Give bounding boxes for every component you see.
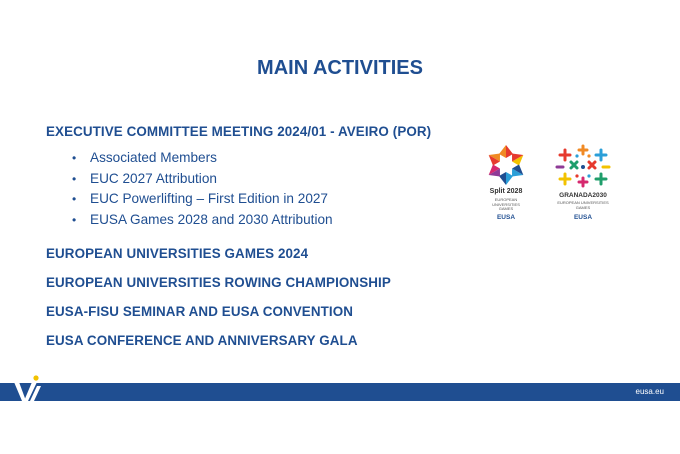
granada-2030-emblem-icon bbox=[551, 142, 615, 190]
split-logo-eusa: EUSA bbox=[496, 214, 516, 221]
bullet-item bbox=[72, 210, 333, 231]
split-2028-logo bbox=[474, 142, 538, 228]
split-logo-subtitle-3: GAMES bbox=[498, 206, 514, 211]
bullet-item bbox=[72, 189, 333, 210]
bullet-dot: • bbox=[72, 212, 77, 227]
bullet-item bbox=[72, 148, 333, 169]
bullet-text: EUC Powerlifting – First Edition in 2027 bbox=[90, 191, 328, 206]
slide-title: MAIN ACTIVITIES bbox=[257, 57, 423, 79]
granada-logo-subtitle-1: EUROPEAN UNIVERSITIES bbox=[557, 200, 609, 205]
bullet-item bbox=[72, 169, 333, 190]
section-heading-conference-gala: EUSA CONFERENCE AND ANNIVERSARY GALA bbox=[46, 333, 358, 348]
granada-logo-eusa: EUSA bbox=[573, 214, 593, 221]
split-2028-emblem-icon bbox=[474, 142, 538, 188]
eusa-logo-icon bbox=[10, 374, 46, 402]
section-heading-universities-games: EUROPEAN UNIVERSITIES GAMES 2024 bbox=[46, 246, 309, 261]
section-heading-rowing-championship: EUROPEAN UNIVERSITIES ROWING CHAMPIONSHIP bbox=[46, 275, 391, 290]
split-logo-subtitle-1: EUROPEAN bbox=[494, 197, 518, 202]
split-logo-subtitle-2: UNIVERSITIES bbox=[492, 201, 520, 207]
footer-url[interactable]: eusa.eu bbox=[635, 387, 664, 396]
split-logo-name: Split 2028 bbox=[489, 188, 523, 195]
bullet-text: EUC 2027 Attribution bbox=[90, 170, 217, 186]
granada-logo-name: GRANADA2030 bbox=[559, 192, 607, 199]
bullet-dot: • bbox=[72, 192, 77, 206]
section-heading-seminar-convention: EUSA-FISU SEMINAR AND EUSA CONVENTION bbox=[46, 304, 353, 319]
section-heading-executive-committee: EXECUTIVE COMMITTEE MEETING 2024/01 - AVEIRO (POR) bbox=[46, 124, 432, 139]
bullet-text: Associated Members bbox=[90, 150, 217, 165]
bullet-dot: • bbox=[72, 151, 77, 165]
bullet-text: EUSA Games 2028 and 2030 Attribution bbox=[90, 211, 333, 227]
footer-bar bbox=[0, 383, 680, 401]
granada-logo-subtitle-2: GAMES bbox=[575, 204, 591, 210]
bullet-list bbox=[72, 148, 333, 230]
granada-2030-logo bbox=[551, 142, 615, 228]
bullet-dot: • bbox=[72, 171, 77, 186]
